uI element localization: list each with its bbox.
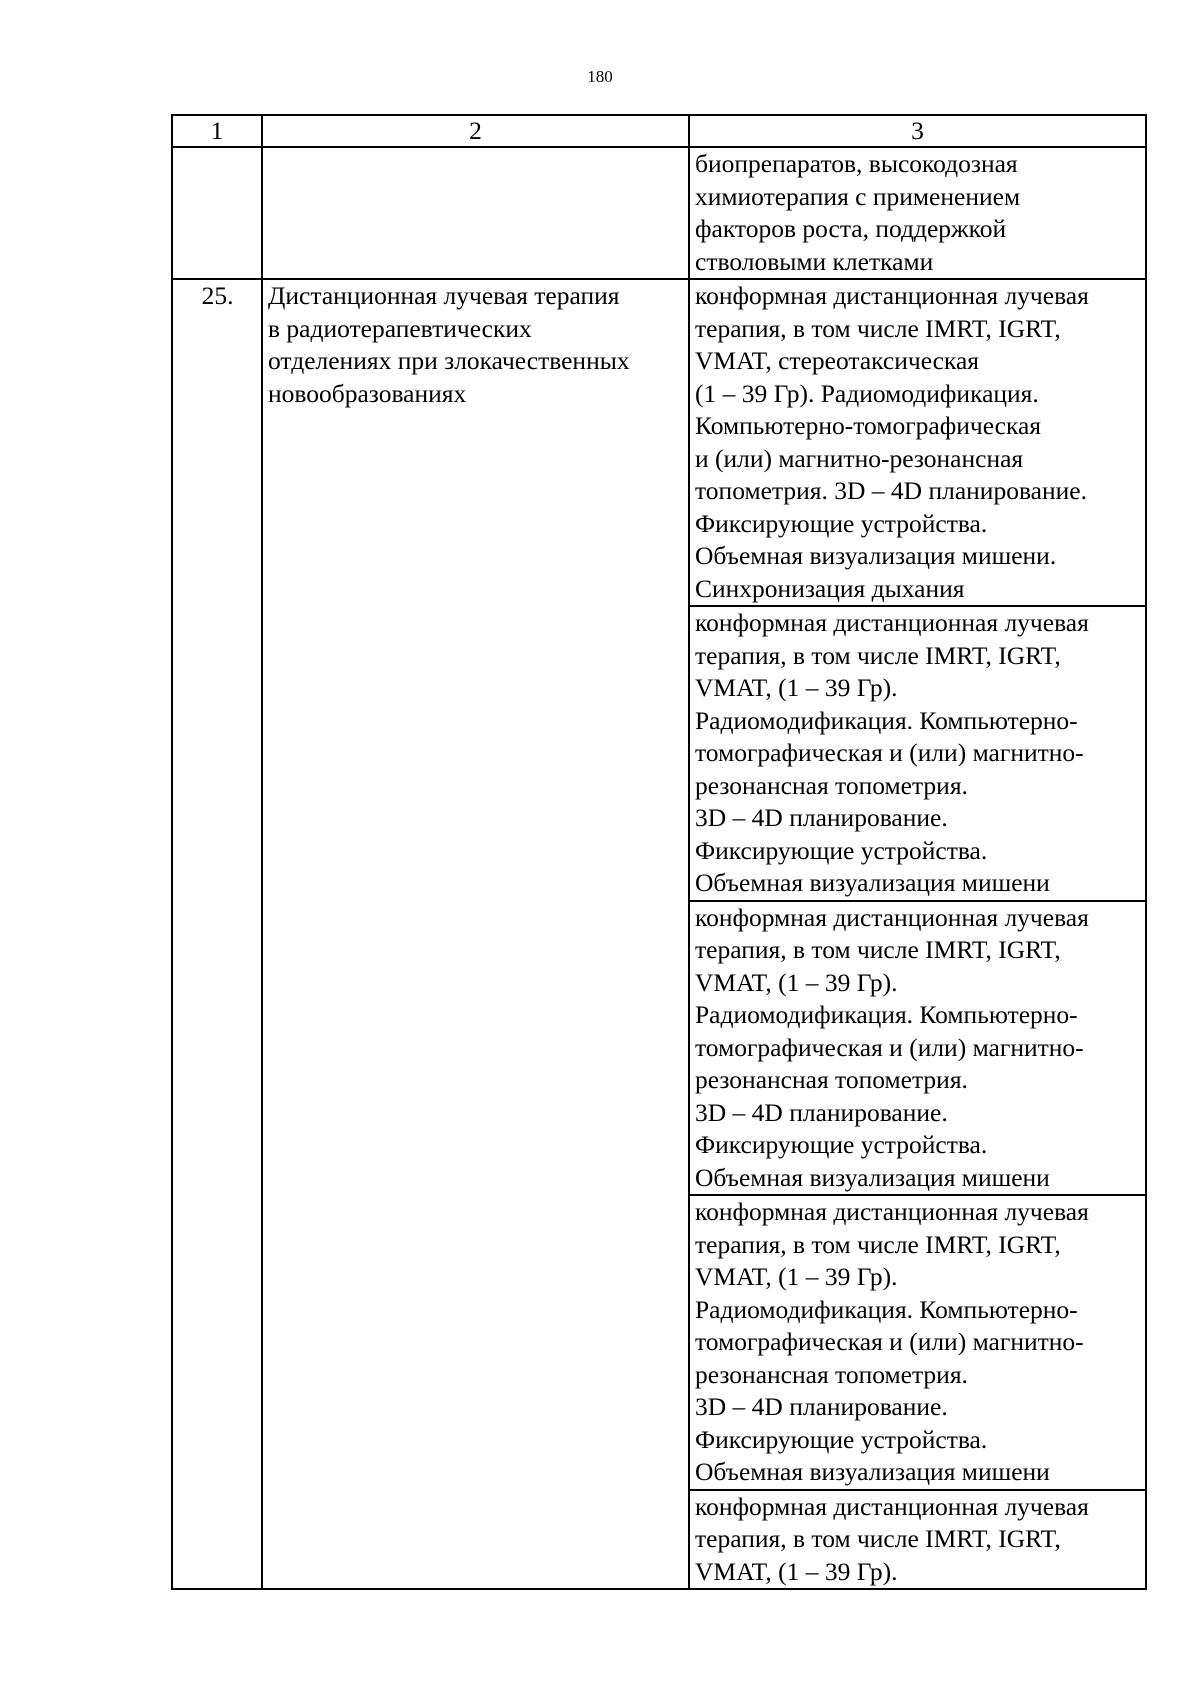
method-text-3: конформная дистанционная лучевая терапия, в том числе IMRT, IGRT, VMAT, (1 – 39 Гр). Радиомодификация. Компьютерно- томографическая и (или) магнитно- резонансная топометрия. 3D – 4D планирование. Фиксирующие устройства. Объемная визуализация мишени — [695, 902, 1089, 1192]
method-cell-4 — [689, 1195, 1146, 1490]
method-cell-3 — [689, 901, 1146, 1196]
row-name-cell — [262, 279, 689, 1589]
method-text-4: конформная дистанционная лучевая терапия, в том числе IMRT, IGRT, VMAT, (1 – 39 Гр). Радиомодификация. Компьютерно- томографическая и (или) магнитно- резонансная топометрия. 3D – 4D планирование. Фиксирующие устройства. Объемная визуализация мишени — [695, 1197, 1089, 1486]
column-number-2: 2 — [262, 115, 689, 147]
continuation-col3-text: биопрепаратов, высокодозная химиотерапия с применением факторов роста, поддержкой стволовыми клетками — [695, 149, 1021, 276]
table-header-row — [172, 115, 1146, 147]
column-number-3: 3 — [689, 115, 1146, 147]
continuation-col3-cell — [689, 147, 1146, 279]
row-name-text: Дистанционная лучевая терапия в радиотерапевтических отделениях при злокачественных новообразованиях — [268, 281, 630, 408]
table-row-continuation — [172, 147, 1146, 279]
method-text-1: конформная дистанционная лучевая терапия, в том числе IMRT, IGRT, VMAT, стереотаксическая (1 – 39 Гр). Радиомодификация. Компьютерно-томографическая и (или) магнитно-резонансная топометрия. 3D – 4D планирование. Фиксирующие устройства. Объемная визуализация мишени. Синхронизация дыхания — [695, 281, 1089, 603]
row-number: 25. — [201, 281, 234, 310]
medical-care-table — [171, 114, 1147, 1590]
column-number-1: 1 — [172, 115, 262, 147]
method-cell-1 — [689, 279, 1146, 606]
row-number-cell — [172, 279, 262, 1589]
method-cell-5 — [689, 1490, 1146, 1590]
method-text-5: конформная дистанционная лучевая терапия, в том числе IMRT, IGRT, VMAT, (1 – 39 Гр). — [695, 1491, 1089, 1586]
page-number: 180 — [587, 67, 613, 86]
method-cell-2 — [689, 606, 1146, 901]
continuation-col1-cell — [172, 147, 262, 279]
method-text-2: конформная дистанционная лучевая терапия, в том числе IMRT, IGRT, VMAT, (1 – 39 Гр). Радиомодификация. Компьютерно- томографическая и (или) магнитно- резонансная топометрия. 3D – 4D планирование. Фиксирующие устройства. Объемная визуализация мишени — [695, 608, 1089, 897]
continuation-col2-cell — [262, 147, 689, 279]
table-row-25 — [172, 279, 1146, 606]
